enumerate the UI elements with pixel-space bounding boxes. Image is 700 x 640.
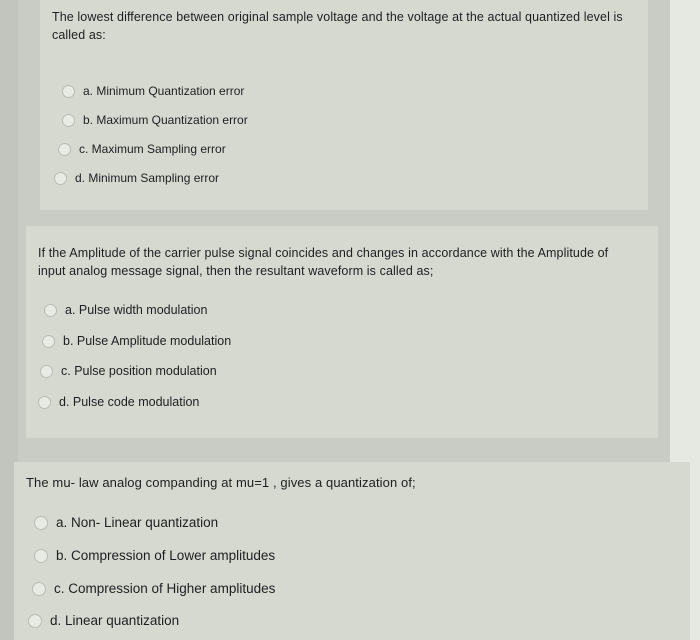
radio-icon[interactable] [32, 582, 46, 596]
option-label: b. Pulse Amplitude modulation [63, 334, 232, 348]
question-card-3 [14, 462, 690, 640]
q1-option-d[interactable] [54, 171, 219, 185]
radio-icon[interactable] [54, 172, 67, 185]
option-label: d. Linear quantization [50, 613, 180, 628]
q3-option-c[interactable] [32, 581, 275, 596]
radio-icon[interactable] [62, 85, 75, 98]
q2-option-b[interactable] [42, 334, 231, 348]
question-card-2 [26, 226, 658, 438]
option-label: a. Pulse width modulation [65, 303, 208, 317]
question-3-text: The mu- law analog companding at mu=1 , gives a quantization of; [26, 475, 416, 490]
option-label: b. Compression of Lower amplitudes [56, 548, 276, 563]
option-label: d. Pulse code modulation [59, 395, 200, 409]
radio-icon[interactable] [34, 516, 48, 530]
option-label: d. Minimum Sampling error [75, 171, 220, 185]
q1-option-a[interactable] [62, 84, 244, 98]
radio-icon[interactable] [40, 365, 53, 378]
question-card-1 [40, 0, 648, 210]
q1-option-c[interactable] [58, 142, 226, 156]
radio-icon[interactable] [44, 304, 57, 317]
option-label: c. Maximum Sampling error [79, 142, 226, 156]
radio-icon[interactable] [62, 114, 75, 127]
option-label: a. Non- Linear quantization [56, 515, 219, 530]
option-label: b. Maximum Quantization error [83, 113, 248, 127]
q3-option-d[interactable] [28, 613, 179, 628]
radio-icon[interactable] [34, 549, 48, 563]
radio-icon[interactable] [42, 335, 55, 348]
radio-icon[interactable] [38, 396, 51, 409]
radio-icon[interactable] [28, 614, 42, 628]
option-label: c. Pulse position modulation [61, 364, 217, 378]
q2-option-a[interactable] [44, 303, 207, 317]
q2-option-d[interactable] [38, 395, 199, 409]
question-2-text: If the Amplitude of the carrier pulse signal coincides and changes in accordance with the Amplitude of input analog message signal, then the resultant waveform is called as; [38, 246, 609, 278]
option-label: c. Compression of Higher amplitudes [54, 581, 276, 596]
q2-option-c[interactable] [40, 364, 217, 378]
q3-option-a[interactable] [34, 515, 218, 530]
option-label: a. Minimum Quantization error [83, 84, 245, 98]
question-1-text: The lowest difference between original sample voltage and the voltage at the actual quantized level is called as: [52, 10, 623, 42]
q3-option-b[interactable] [34, 548, 275, 563]
q1-option-b[interactable] [62, 113, 248, 127]
radio-icon[interactable] [58, 143, 71, 156]
